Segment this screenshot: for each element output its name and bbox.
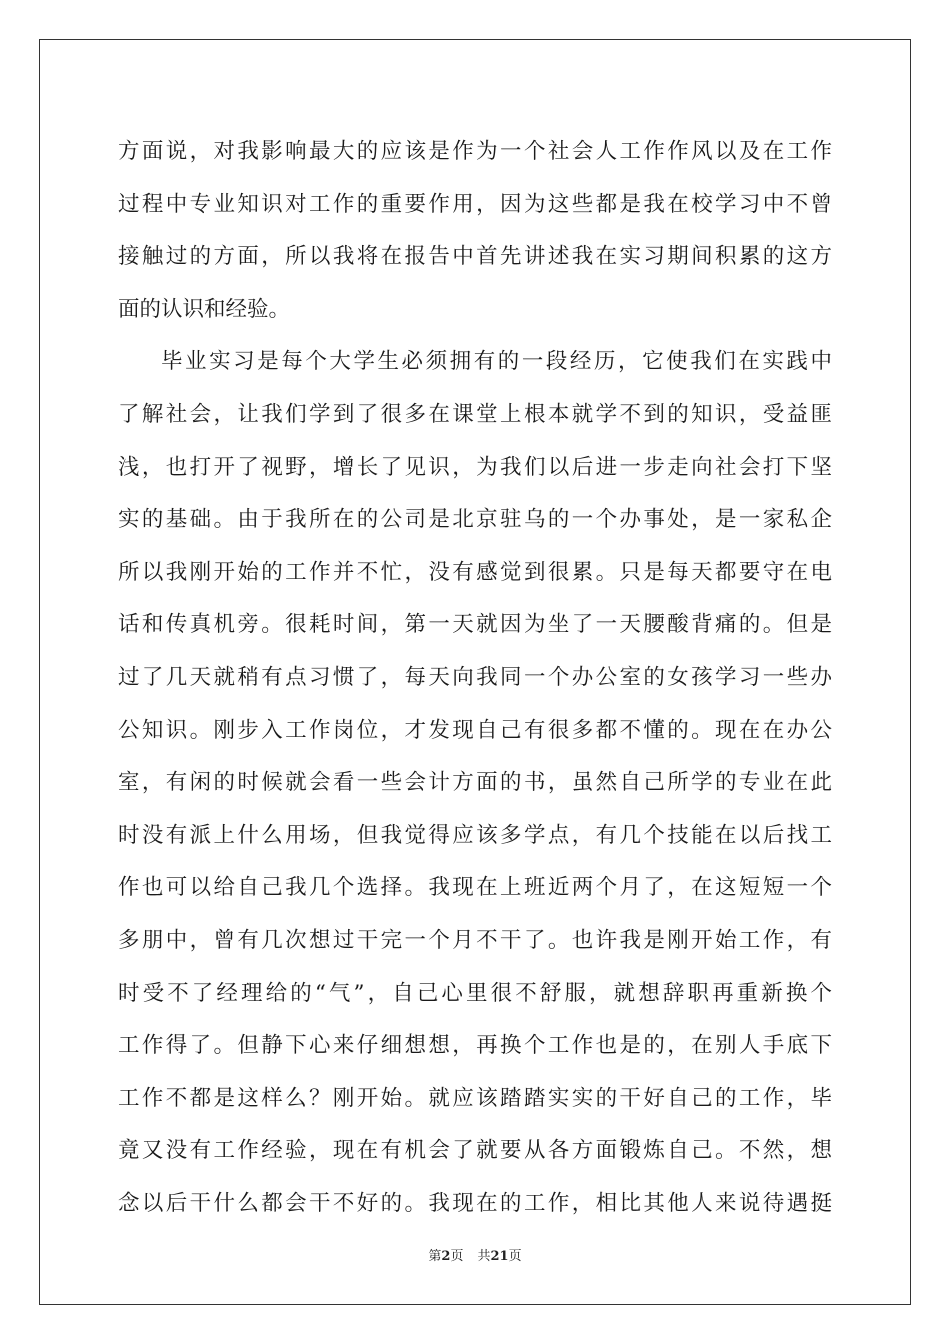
page-footer [0, 1245, 950, 1264]
text-line: 面的认识和经验。 [118, 296, 291, 322]
text-line: 所以我刚开始的工作并不忙，没有感觉到很累。只是每天都要守在电 [118, 559, 832, 585]
text-line: 竟又没有工作经验，现在有机会了就要从各方面锻炼自己。不然，想 [118, 1138, 832, 1164]
text-line: 方面说，对我影响最大的应该是作为一个社会人工作作风以及在工作 [118, 139, 832, 164]
text-line: 毕业实习是每个大学生必须拥有的一段经历，它使我们在实践中 [161, 349, 832, 375]
total-suffix: 页 [508, 1249, 522, 1264]
page-prefix: 第 [428, 1249, 442, 1264]
paragraph-1 [118, 126, 832, 336]
text-line: 接触过的方面，所以我将在报告中首先讲述我在实习期间积累的这方 [118, 244, 832, 270]
text-line: 工作得了。但静下心来仔细想想，再换个工作也是的，在别人手底下 [118, 1033, 832, 1059]
total-pages: 21 [490, 1249, 509, 1264]
text-line: 工作不都是这样么？刚开始。就应该踏踏实实的干好自己的工作，毕 [118, 1085, 832, 1111]
paragraph-2 [118, 336, 832, 1230]
total-prefix: 共 [477, 1249, 491, 1264]
text-line: 念以后干什么都会干不好的。我现在的工作，相比其他人来说待遇挺 [118, 1190, 832, 1216]
text-line: 时没有派上什么用场，但我觉得应该多学点，有几个技能在以后找工 [118, 822, 832, 848]
text-line: 过程中专业知识对工作的重要作用，因为这些都是我在校学习中不曾 [118, 191, 832, 217]
page-number: 2 [441, 1249, 451, 1264]
text-line: 室，有闲的时候就会看一些会计方面的书，虽然自己所学的专业在此 [118, 770, 832, 796]
text-line: 实的基础。由于我所在的公司是北京驻乌的一个办事处，是一家私企 [118, 507, 832, 533]
page-suffix: 页 [450, 1249, 464, 1264]
text-line: 浅，也打开了视野，增长了见识，为我们以后进一步走向社会打下坚 [118, 454, 832, 480]
text-line: 话和传真机旁。很耗时间，第一天就因为坐了一天腰酸背痛的。但是 [118, 612, 832, 638]
text-line: 了解社会，让我们学到了很多在课堂上根本就学不到的知识，受益匪 [118, 401, 832, 427]
text-line: 作也可以给自己我几个选择。我现在上班近两个月了，在这短短一个 [118, 875, 832, 901]
text-line: 多朋中，曾有几次想过干完一个月不干了。也许我是刚开始工作，有 [118, 927, 832, 953]
text-line: 过了几天就稍有点习惯了，每天向我同一个办公室的女孩学习一些办 [118, 664, 832, 690]
document-body [118, 126, 832, 1230]
text-line: 时受不了经理给的“气”，自己心里很不舒服，就想辞职再重新换个 [118, 980, 832, 1006]
text-line: 公知识。刚步入工作岗位，才发现自己有很多都不懂的。现在在办公 [118, 717, 832, 743]
